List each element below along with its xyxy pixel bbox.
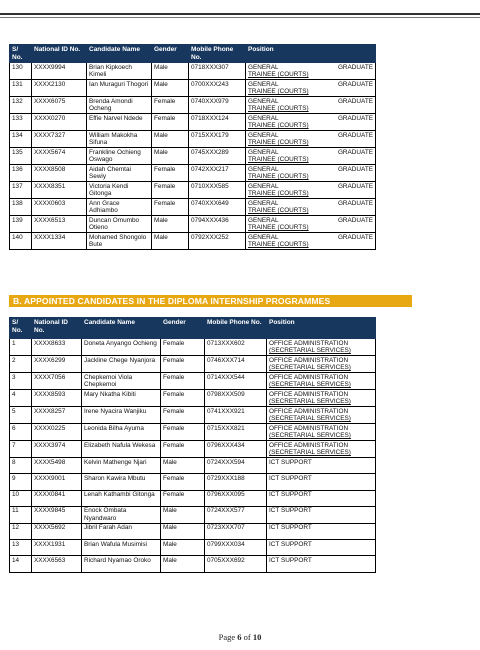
cell-sno: 11: [10, 506, 32, 523]
cell-national-id: XXXX1334: [32, 233, 87, 250]
col-header-sno: S/ No.: [10, 45, 32, 63]
position-title: ICT SUPPORT: [269, 491, 312, 499]
cell-phone: 0799XXX034: [205, 540, 267, 556]
cell-candidate-name: Doneta Anyango Ochieng: [82, 339, 161, 356]
cell-gender: Male: [161, 458, 205, 474]
cell-position: [246, 233, 376, 250]
cell-phone: 0713XXX602: [205, 339, 267, 356]
cell-position: [267, 506, 376, 523]
position-title: OFFICE ADMINISTRATION: [269, 441, 349, 449]
position-subtitle: (SECRETARIAL SERVICES): [269, 364, 351, 371]
cell-gender: Male: [161, 506, 205, 523]
cell-phone: 0741XXX921: [205, 407, 267, 424]
cell-candidate-name: Brian Kipkoech Kimeli: [87, 63, 152, 80]
cell-gender: Female: [161, 424, 205, 441]
cell-phone: 0723XXX707: [205, 523, 267, 539]
position-trainee-courts: TRAINEE (COURTS): [248, 241, 309, 248]
section-b-title: B. APPOINTED CANDIDATES IN THE DIPLOMA INTERNSHIP PROGRAMMES: [9, 295, 412, 307]
cell-national-id: XXXX5498: [32, 458, 82, 474]
cell-position: [267, 540, 376, 556]
cell-position: [267, 373, 376, 390]
position-word-general: GENERAL: [248, 131, 279, 139]
position-word-graduate: GRADUATE: [337, 131, 373, 139]
table-row: [10, 474, 376, 490]
position-word-graduate: GRADUATE: [337, 216, 373, 224]
position-word-graduate: GRADUATE: [337, 148, 373, 156]
cell-sno: 6: [10, 424, 32, 441]
cell-position: [267, 356, 376, 373]
position-word-general: GENERAL: [248, 114, 279, 122]
cell-position: [246, 63, 376, 80]
col-header-id: National ID No.: [32, 318, 82, 339]
cell-position: [267, 490, 376, 506]
cell-gender: Male: [161, 556, 205, 572]
page-current: 6: [237, 632, 242, 642]
table-row: [10, 97, 376, 114]
cell-gender: Male: [161, 540, 205, 556]
col-header-name: Candidate Name: [82, 318, 161, 339]
cell-candidate-name: Leonida Bilha Ayuma: [82, 424, 161, 441]
cell-sno: 3: [10, 373, 32, 390]
cell-candidate-name: Sharon Kawira Mbutu: [82, 474, 161, 490]
table-row: [10, 424, 376, 441]
position-word-graduate: GRADUATE: [337, 97, 373, 105]
cell-sno: 8: [10, 458, 32, 474]
diploma-interns-table: [9, 317, 376, 573]
table-row: [10, 165, 376, 182]
position-title: ICT SUPPORT: [269, 474, 312, 482]
cell-position: [246, 199, 376, 216]
cell-sno: 135: [10, 148, 32, 165]
cell-gender: Male: [152, 233, 189, 250]
cell-national-id: XXXX0603: [32, 199, 87, 216]
cell-position: [267, 390, 376, 407]
position-word-general: GENERAL: [248, 216, 279, 224]
cell-sno: 134: [10, 131, 32, 148]
cell-national-id: XXXX2130: [32, 80, 87, 97]
position-word-graduate: GRADUATE: [337, 233, 373, 241]
cell-national-id: XXXX5674: [32, 148, 87, 165]
cell-national-id: XXXX0270: [32, 114, 87, 131]
cell-candidate-name: Brenda Amondi Ocheng: [87, 97, 152, 114]
cell-national-id: XXXX8633: [32, 339, 82, 356]
cell-candidate-name: Duncan Omumbo Otieno: [87, 216, 152, 233]
cell-candidate-name: Elizabeth Nafula Wekesa: [82, 441, 161, 458]
cell-sno: 10: [10, 490, 32, 506]
position-word-general: GENERAL: [248, 97, 279, 105]
table-row: [10, 114, 376, 131]
col-header-name: Candidate Name: [87, 45, 152, 63]
cell-phone: 0724XXX594: [205, 458, 267, 474]
position-word-general: GENERAL: [248, 165, 279, 173]
cell-candidate-name: Aidah Chemtai Sewiy: [87, 165, 152, 182]
cell-sno: 139: [10, 216, 32, 233]
page-number: [0, 632, 480, 642]
cell-national-id: XXXX8593: [32, 390, 82, 407]
cell-phone: 0715XXX821: [205, 424, 267, 441]
cell-candidate-name: Effie Narvel Ndede: [87, 114, 152, 131]
position-title: ICT SUPPORT: [269, 557, 312, 564]
cell-gender: Male: [152, 216, 189, 233]
cell-gender: Female: [161, 390, 205, 407]
header-rule: [0, 13, 480, 15]
cell-candidate-name: Richard Nyamao Oroko: [82, 556, 161, 572]
position-title: ICT SUPPORT: [269, 458, 312, 466]
position-trainee-courts: TRAINEE (COURTS): [248, 122, 309, 129]
cell-sno: 9: [10, 474, 32, 490]
cell-position: [246, 165, 376, 182]
cell-gender: Male: [152, 148, 189, 165]
cell-gender: Male: [152, 63, 189, 80]
cell-candidate-name: Frankline Ochieng Oswago: [87, 148, 152, 165]
cell-phone: 0745XXX289: [189, 148, 246, 165]
cell-national-id: XXXX9001: [32, 474, 82, 490]
position-word-general: GENERAL: [248, 233, 279, 241]
cell-sno: 5: [10, 407, 32, 424]
cell-candidate-name: Kelvin Mathenge Njari: [82, 458, 161, 474]
cell-national-id: XXXX6563: [32, 556, 82, 572]
cell-position: [246, 216, 376, 233]
cell-national-id: XXXX8351: [32, 182, 87, 199]
cell-sno: 13: [10, 540, 32, 556]
table-row: [10, 148, 376, 165]
position-title: ICT SUPPORT: [269, 524, 312, 532]
position-title: OFFICE ADMINISTRATION: [269, 339, 349, 347]
cell-gender: Female: [161, 474, 205, 490]
table-row: [10, 80, 376, 97]
cell-national-id: XXXX1931: [32, 540, 82, 556]
table-row: [10, 490, 376, 506]
table-row: [10, 407, 376, 424]
cell-sno: 4: [10, 390, 32, 407]
cell-phone: 0718XXX124: [189, 114, 246, 131]
position-word-general: GENERAL: [248, 199, 279, 207]
position-title: OFFICE ADMINISTRATION: [269, 390, 349, 398]
cell-gender: Female: [152, 114, 189, 131]
position-trainee-courts: TRAINEE (COURTS): [248, 139, 309, 146]
position-trainee-courts: TRAINEE (COURTS): [248, 224, 309, 231]
table-row: [10, 233, 376, 250]
cell-phone: 0715XXX179: [189, 131, 246, 148]
position-word-general: GENERAL: [248, 80, 279, 88]
table-header-row: [10, 318, 376, 339]
position-trainee-courts: TRAINEE (COURTS): [248, 156, 309, 163]
cell-phone: 0718XXX307: [189, 63, 246, 80]
col-header-sno: S/ No.: [10, 318, 32, 339]
cell-position: [267, 458, 376, 474]
table-row: [10, 182, 376, 199]
cell-gender: Female: [152, 182, 189, 199]
cell-national-id: XXXX8257: [32, 407, 82, 424]
position-title: OFFICE ADMINISTRATION: [269, 424, 349, 432]
cell-phone: 0796XXX095: [205, 490, 267, 506]
cell-sno: 7: [10, 441, 32, 458]
cell-gender: Male: [152, 80, 189, 97]
cell-national-id: XXXX7327: [32, 131, 87, 148]
cell-candidate-name: Enock Ombata Nyandwaro: [82, 506, 161, 523]
col-header-phone: Mobile Phone No.: [189, 45, 246, 63]
cell-phone: 0796XXX434: [205, 441, 267, 458]
position-title: ICT SUPPORT: [269, 540, 312, 548]
page-of: of: [241, 632, 253, 642]
cell-sno: 131: [10, 80, 32, 97]
cell-candidate-name: Mohamed Shongolo Bute: [87, 233, 152, 250]
position-subtitle: (SECRETARIAL SERVICES): [269, 398, 351, 405]
cell-candidate-name: Irene Nyacira Wanjiku: [82, 407, 161, 424]
cell-position: [246, 114, 376, 131]
position-subtitle: (SECRETARIAL SERVICES): [269, 432, 351, 439]
table-row: [10, 63, 376, 80]
cell-sno: 12: [10, 523, 32, 539]
position-trainee-courts: TRAINEE (COURTS): [248, 105, 309, 112]
cell-phone: 0729XXX188: [205, 474, 267, 490]
cell-phone: 0714XXX544: [205, 373, 267, 390]
cell-sno: 132: [10, 97, 32, 114]
table-row: [10, 356, 376, 373]
cell-national-id: XXXX9994: [32, 63, 87, 80]
cell-position: [246, 80, 376, 97]
cell-position: [246, 182, 376, 199]
cell-national-id: XXXX5692: [32, 523, 82, 539]
cell-sno: 1: [10, 339, 32, 356]
cell-phone: 0798XXX509: [205, 390, 267, 407]
cell-candidate-name: Lenah Kathambi Gitonga: [82, 490, 161, 506]
position-trainee-courts: TRAINEE (COURTS): [248, 71, 309, 78]
cell-position: [267, 407, 376, 424]
position-subtitle: (SECRETARIAL SERVICES): [269, 381, 351, 388]
cell-gender: Male: [161, 523, 205, 539]
position-word-graduate: GRADUATE: [337, 165, 373, 173]
position-word-general: GENERAL: [248, 182, 279, 190]
cell-national-id: XXXX6075: [32, 97, 87, 114]
col-header-phone: Mobile Phone No.: [205, 318, 267, 339]
table-row: [10, 458, 376, 474]
col-header-gender: Gender: [161, 318, 205, 339]
cell-sno: 138: [10, 199, 32, 216]
table-row: [10, 556, 376, 572]
header-rule-thin: [0, 17, 480, 18]
position-title: OFFICE ADMINISTRATION: [269, 373, 349, 381]
table-row: [10, 540, 376, 556]
position-subtitle: (SECRETARIAL SERVICES): [269, 415, 351, 422]
cell-gender: Female: [152, 165, 189, 182]
cell-gender: Male: [152, 131, 189, 148]
cell-national-id: XXXX9845: [32, 506, 82, 523]
col-header-position: Position: [267, 318, 376, 339]
cell-national-id: XXXX7056: [32, 373, 82, 390]
cell-position: [246, 148, 376, 165]
table-row: [10, 216, 376, 233]
page-label: Page: [218, 632, 238, 642]
table-row: [10, 131, 376, 148]
cell-national-id: XXXX6299: [32, 356, 82, 373]
cell-phone: 0740XXX649: [189, 199, 246, 216]
cell-sno: 14: [10, 556, 32, 572]
cell-gender: Female: [152, 199, 189, 216]
cell-gender: Female: [161, 441, 205, 458]
position-word-general: GENERAL: [248, 148, 279, 156]
table-row: [10, 506, 376, 523]
table-row: [10, 339, 376, 356]
cell-sno: 2: [10, 356, 32, 373]
cell-phone: 0740XXX979: [189, 97, 246, 114]
position-trainee-courts: TRAINEE (COURTS): [248, 88, 309, 95]
position-word-graduate: GRADUATE: [337, 199, 373, 207]
position-trainee-courts: TRAINEE (COURTS): [248, 207, 309, 214]
position-word-general: GENERAL: [248, 63, 279, 71]
position-title: OFFICE ADMINISTRATION: [269, 407, 349, 415]
cell-gender: Female: [161, 407, 205, 424]
cell-phone: 0710XXX585: [189, 182, 246, 199]
cell-candidate-name: Brian Wafula Musimisi: [82, 540, 161, 556]
position-title: ICT SUPPORT: [269, 507, 312, 515]
cell-phone: 0700XXX243: [189, 80, 246, 97]
cell-national-id: XXXX3974: [32, 441, 82, 458]
cell-position: [267, 556, 376, 572]
cell-candidate-name: Jackline Chege Nyanjora: [82, 356, 161, 373]
cell-candidate-name: Ann Grace Adhiambo: [87, 199, 152, 216]
cell-gender: Female: [152, 97, 189, 114]
cell-phone: 0742XXX217: [189, 165, 246, 182]
position-trainee-courts: TRAINEE (COURTS): [248, 190, 309, 197]
cell-sno: 137: [10, 182, 32, 199]
cell-gender: Female: [161, 373, 205, 390]
position-word-graduate: GRADUATE: [337, 80, 373, 88]
cell-position: [267, 441, 376, 458]
cell-gender: Female: [161, 356, 205, 373]
table-row: [10, 199, 376, 216]
cell-candidate-name: Ian Muraguri Thogori: [87, 80, 152, 97]
cell-position: [267, 523, 376, 539]
cell-national-id: XXXX0225: [32, 424, 82, 441]
col-header-position: Position: [246, 45, 376, 63]
table-row: [10, 523, 376, 539]
cell-national-id: XXXX6513: [32, 216, 87, 233]
cell-sno: 136: [10, 165, 32, 182]
cell-position: [267, 424, 376, 441]
position-title: OFFICE ADMINISTRATION: [269, 356, 349, 364]
cell-phone: 0705XXX692: [205, 556, 267, 572]
position-word-graduate: GRADUATE: [337, 63, 373, 71]
table-row: [10, 441, 376, 458]
position-trainee-courts: TRAINEE (COURTS): [248, 173, 309, 180]
page-total: 10: [252, 632, 262, 642]
cell-sno: 133: [10, 114, 32, 131]
cell-candidate-name: William Makokha Sifuna: [87, 131, 152, 148]
cell-position: [267, 474, 376, 490]
table-row: [10, 390, 376, 407]
cell-candidate-name: Jibril Farah Adan: [82, 523, 161, 539]
position-subtitle: (SECRETARIAL SERVICES): [269, 347, 351, 354]
cell-candidate-name: Mary Nkatha Kibiti: [82, 390, 161, 407]
cell-position: [246, 131, 376, 148]
cell-national-id: XXXX8508: [32, 165, 87, 182]
cell-national-id: XXXX0841: [32, 490, 82, 506]
position-subtitle: (SECRETARIAL SERVICES): [269, 449, 351, 456]
cell-gender: Female: [161, 339, 205, 356]
col-header-gender: Gender: [152, 45, 189, 63]
position-word-graduate: GRADUATE: [337, 114, 373, 122]
cell-sno: 140: [10, 233, 32, 250]
position-word-graduate: GRADUATE: [337, 182, 373, 190]
cell-gender: Female: [161, 490, 205, 506]
cell-phone: 0794XXX436: [189, 216, 246, 233]
cell-candidate-name: Victoria Kendi Gitonga: [87, 182, 152, 199]
table-row: [10, 373, 376, 390]
cell-phone: 0792XXX252: [189, 233, 246, 250]
cell-sno: 130: [10, 63, 32, 80]
cell-position: [246, 97, 376, 114]
cell-phone: 0746XXX714: [205, 356, 267, 373]
cell-phone: 0724XXX577: [205, 506, 267, 523]
graduate-trainees-table: [9, 44, 376, 250]
cell-candidate-name: Chepkemoi Viola Chepkemoi: [82, 373, 161, 390]
cell-position: [267, 339, 376, 356]
table-header-row: [10, 45, 376, 63]
col-header-id: National ID No.: [32, 45, 87, 63]
